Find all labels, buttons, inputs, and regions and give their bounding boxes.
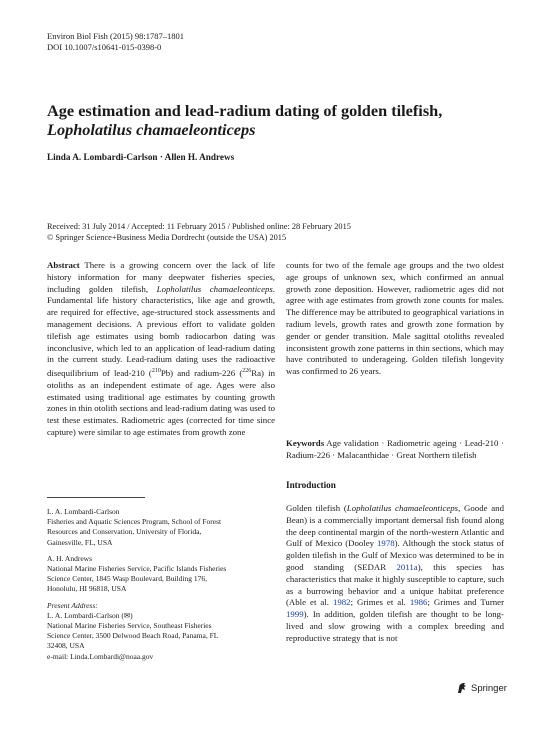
email-link[interactable]: e-mail: Linda.Lombardi@noaa.gov [47,651,154,661]
introduction-heading: Introduction [286,480,336,490]
dates-line: Received: 31 July 2014 / Accepted: 11 February 2015 / Published online: 28 February 2015 [47,222,351,231]
author-affiliations [47,507,275,668]
citation-link[interactable]: 1982 [332,597,351,608]
copyright-line: © Springer Science+Business Media Dordrecht (outside the USA) 2015 [47,233,287,242]
citation-link[interactable]: 1978 [377,538,395,549]
title-line-1: Age estimation and lead-radium dating of golden tilefish, [47,101,443,120]
publisher-name: Springer [471,682,507,694]
springer-horse-icon [456,682,468,694]
publication-dates [47,221,507,243]
title-line-2: Lopholatilus chamaeleonticeps [47,120,256,139]
abstract-label: Abstract [47,260,80,270]
authors: Linda A. Lombardi-Carlson · Allen H. Andrews [47,152,235,162]
keywords-label: Keywords [286,438,325,448]
affiliation-2: A. H. Andrews National Marine Fisheries Service, Pacific Islands Fisheries Science Center, 1845 Wasp Boulevard, Building 176, Honolulu, HI 96818, USA [47,553,227,594]
paper-title [47,101,507,139]
citation-link[interactable]: 1999 [286,609,304,620]
citation-link[interactable]: 2011a [396,561,418,572]
abstract-continued: counts for two of the female age groups and the two oldest age groups of unknown sex, which confirmed an annual growth zone deposition. However, radiometric ages did not agree with age estimates from growth zone counts for males. The difference may be attributed to geographical variations in radium levels, growth rates and growth zone formation by gender or gender transition. Male sagittal otoliths revealed inconsistent growth zone patterns in thin sections, which may have contributed to underageing. Golden tilefish longevity was confirmed to 26 years. [286,260,504,377]
abstract: Abstract There is a growing concern over the lack of life history information for many deepwater fisheries species, including golden tilefish, Lopholatilus chamaeleonticeps. Fundamental life history characteristics, like age and growth, are required for effective, age-structured stock assessments and management decisions. A previous effort to validate golden tilefish age estimates using bomb radiocarbon dating was inconclusive, which led to an application of lead-radium dating in the current study. Lead-radium dating uses the radioactive disequilibrium of lead-210 ($^{210}$Pb) and radium-226 ($^{226}$Ra) in otoliths as an independent estimate of age. Ages were also estimated using traditional age estimates by counting growth zones in thin otolith sections and lead-radium dating was used to test these estimates. Radiometric ages (corrected for time since capture) were similar to age estimates from growth zone [47,260,275,438]
footnote-divider [47,497,145,498]
citation-link[interactable]: 1986 [409,597,428,608]
keywords: Keywords Age validation · Radiometric ageing · Lead-210 · Radium-226 · Malacanthidae · Great Northern tilefish [286,438,504,460]
introduction-text: Golden tilefish (Lopholatilus chamaeleonticeps, Goode and Bean) is a commercially important demersal fish found along the deep continental margin of the north-western Atlantic and Gulf of Mexico (Dooley 1978). Although the stock status of golden tilefish in the Gulf of Mexico was determined to be in good standing (SEDAR 2011a), this species has characteristics that make it highly susceptible to capture, such as a burrowing behavior and a unique habitat preference (Able et al. 1982; Grimes et al. 1986; Grimes and Turner 1999). In addition, golden tilefish are thought to be long-lived and slow growing with a complex breeding and reproductive strategy that is not [286,503,504,643]
affiliation-1: L. A. Lombardi-Carlson Fisheries and Aquatic Sciences Program, School of Forest Resources and Conservation, University of Florida, Gainesville, FL, USA [47,507,222,547]
doi: DOI 10.1007/s10641-015-0398-0 [47,42,162,52]
journal-citation: Environ Biol Fish (2015) 98:1787–1801 [47,31,184,41]
present-address: Present Address: L. A. Lombardi-Carlson (✉) National Marine Fisheries Service, Southeast Fisheries Science Center, 3500 Delwood Beach Road, Panama, FL 32408, USA e-mail: Linda.Lombardi@noaa.gov [47,600,219,661]
springer-logo [456,682,507,694]
